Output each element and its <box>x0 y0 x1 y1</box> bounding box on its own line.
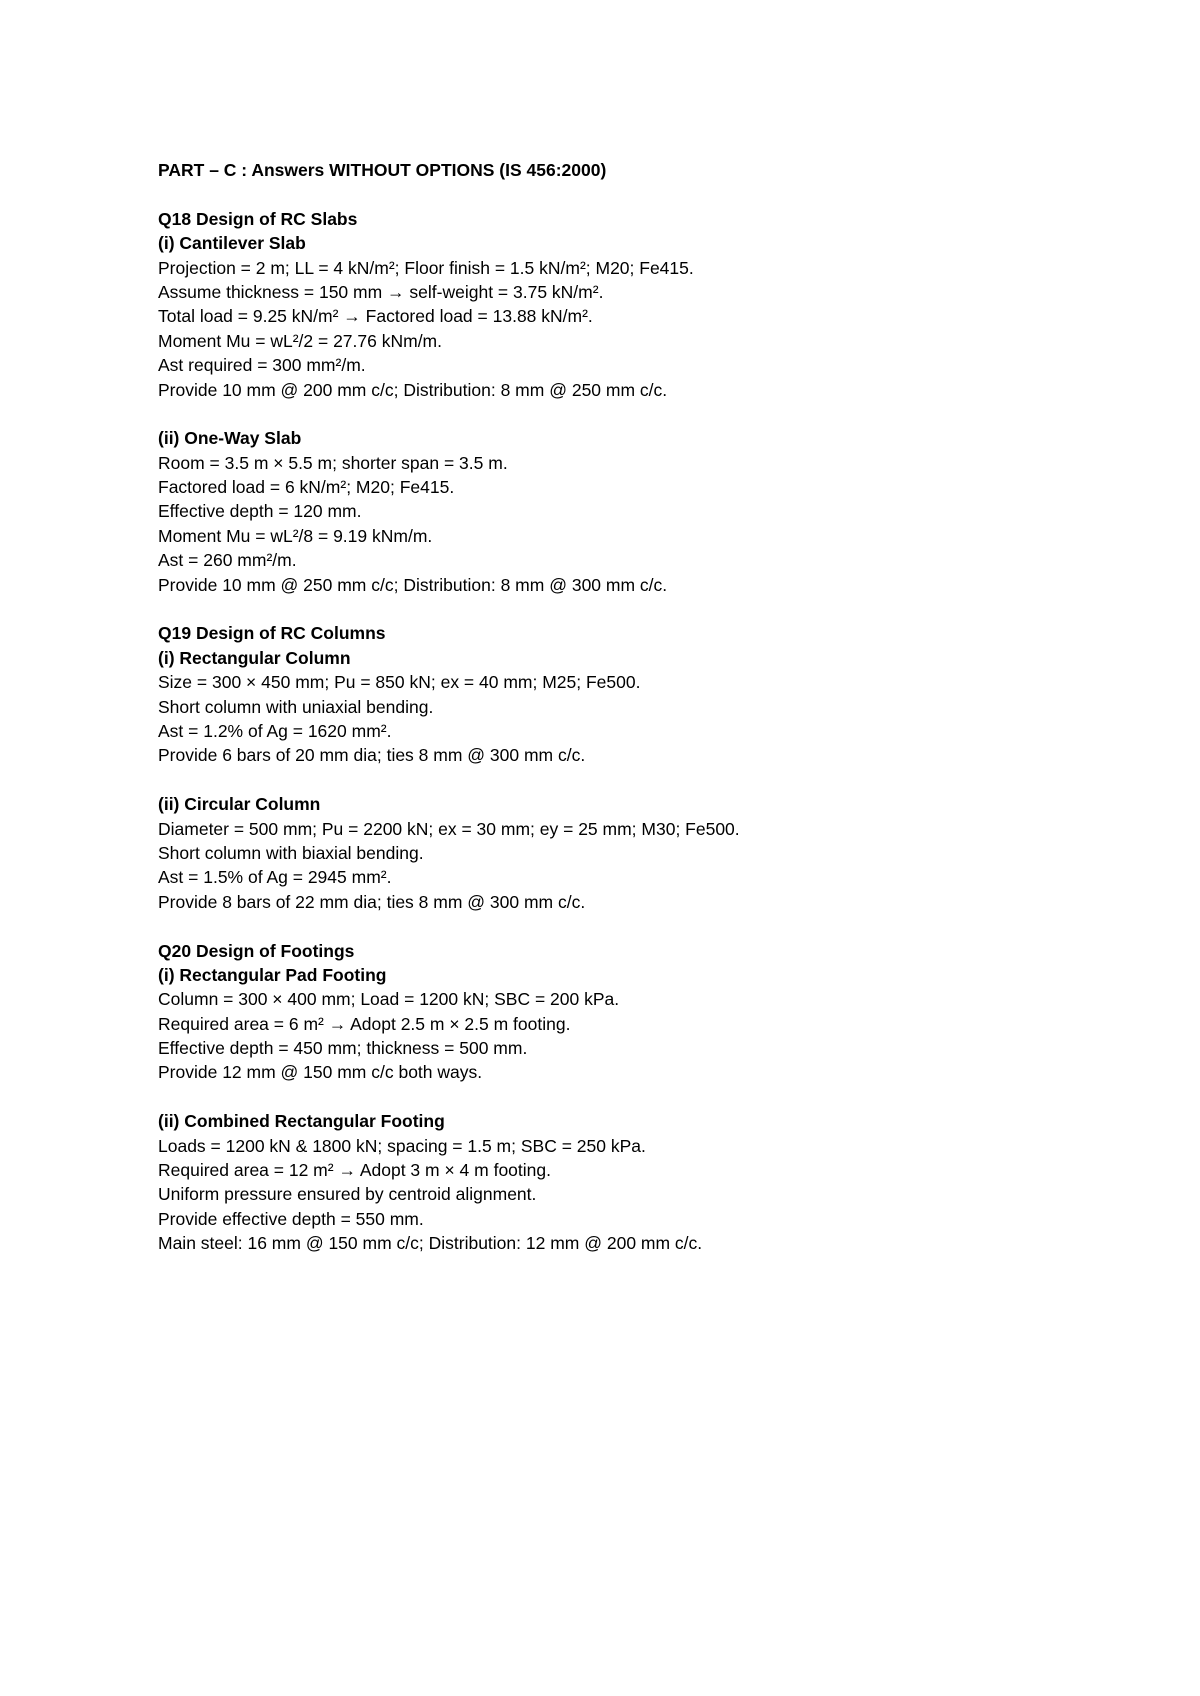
document-body <box>158 158 1118 1256</box>
spacer <box>158 768 1118 792</box>
q19-sub2-line: Short column with biaxial bending. <box>158 842 424 863</box>
q18-sub2-line: Effective depth = 120 mm. <box>158 501 362 522</box>
q18-sub1-line: Projection = 2 m; LL = 4 kN/m²; Floor finish = 1.5 kN/m²; M20; Fe415. <box>158 257 694 278</box>
q20-sub1-line: Column = 300 × 400 mm; Load = 1200 kN; SBC = 200 kPa. <box>158 989 620 1010</box>
q18-sub1-line: Moment Mu = wL²/2 = 27.76 kNm/m. <box>158 330 442 351</box>
q20-sub1-heading: (i) Rectangular Pad Footing <box>158 964 387 985</box>
q18-sub2-line: Factored load = 6 kN/m²; M20; Fe415. <box>158 477 455 498</box>
spacer <box>158 597 1118 621</box>
spacer <box>158 914 1118 938</box>
q20-sub1-line: Effective depth = 450 mm; thickness = 500 mm. <box>158 1038 528 1059</box>
q20-sub2-line: Loads = 1200 kN & 1800 kN; spacing = 1.5 m; SBC = 250 kPa. <box>158 1135 646 1156</box>
q18-sub2-line: Room = 3.5 m × 5.5 m; shorter span = 3.5 m. <box>158 452 508 473</box>
q20-sub2-line: Required area = 12 m² → Adopt 3 m × 4 m footing. <box>158 1160 551 1181</box>
q18-sub2-line: Moment Mu = wL²/8 = 9.19 kNm/m. <box>158 525 433 546</box>
spacer <box>158 182 1118 206</box>
q18-sub1-line: Assume thickness = 150 mm → self-weight = 3.75 kN/m². <box>158 281 604 302</box>
q18-sub1-line: Ast required = 300 mm²/m. <box>158 355 366 376</box>
spacer <box>158 402 1118 426</box>
q18-sub1-line: Provide 10 mm @ 200 mm c/c; Distribution: 8 mm @ 250 mm c/c. <box>158 379 668 400</box>
q19-sub1-line: Size = 300 × 450 mm; Pu = 850 kN; ex = 40 mm; M25; Fe500. <box>158 672 641 693</box>
q18-sub2-line: Ast = 260 mm²/m. <box>158 550 297 571</box>
q20-sub2-line: Provide effective depth = 550 mm. <box>158 1208 424 1229</box>
q19-sub1-line: Short column with uniaxial bending. <box>158 696 434 717</box>
q19-sub2-line: Provide 8 bars of 22 mm dia; ties 8 mm @ 300 mm c/c. <box>158 891 586 912</box>
q19-sub2-line: Ast = 1.5% of Ag = 2945 mm². <box>158 867 392 888</box>
q20-sub2-heading: (ii) Combined Rectangular Footing <box>158 1111 445 1132</box>
q20-sub1-line: Required area = 6 m² → Adopt 2.5 m × 2.5 m footing. <box>158 1013 571 1034</box>
q18-sub1-heading: (i) Cantilever Slab <box>158 233 306 254</box>
q18-sub1-line: Total load = 9.25 kN/m² → Factored load = 13.88 kN/m². <box>158 306 593 327</box>
part-title: PART – C : Answers WITHOUT OPTIONS (IS 456:2000) <box>158 160 607 180</box>
q20-sub1-line: Provide 12 mm @ 150 mm c/c both ways. <box>158 1062 483 1083</box>
q19-sub1-heading: (i) Rectangular Column <box>158 647 351 668</box>
q19-sub2-heading: (ii) Circular Column <box>158 794 321 815</box>
q20-sub2-line: Uniform pressure ensured by centroid alignment. <box>158 1184 537 1205</box>
q18-heading: Q18 Design of RC Slabs <box>158 208 358 229</box>
q20-sub2-line: Main steel: 16 mm @ 150 mm c/c; Distribution: 12 mm @ 200 mm c/c. <box>158 1233 703 1254</box>
q19-heading: Q19 Design of RC Columns <box>158 623 386 644</box>
q18-sub2-heading: (ii) One-Way Slab <box>158 428 302 449</box>
q18-sub2-line: Provide 10 mm @ 250 mm c/c; Distribution: 8 mm @ 300 mm c/c. <box>158 574 668 595</box>
q19-sub2-line: Diameter = 500 mm; Pu = 2200 kN; ex = 30 mm; ey = 25 mm; M30; Fe500. <box>158 818 740 839</box>
spacer <box>158 1085 1118 1109</box>
q19-sub1-line: Provide 6 bars of 20 mm dia; ties 8 mm @ 300 mm c/c. <box>158 745 586 766</box>
q20-heading: Q20 Design of Footings <box>158 940 355 961</box>
q19-sub1-line: Ast = 1.2% of Ag = 1620 mm². <box>158 720 392 741</box>
